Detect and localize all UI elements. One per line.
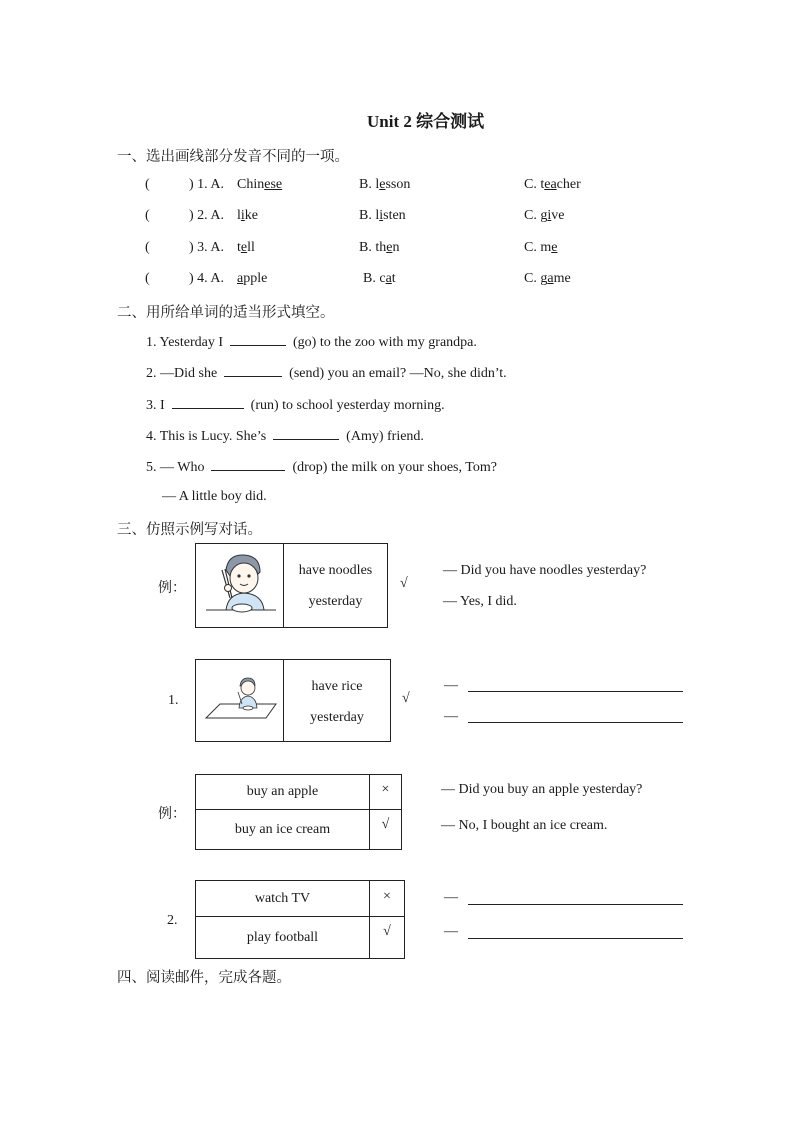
option-a-2 [237, 208, 258, 224]
q1-table [195, 659, 391, 742]
section4-heading: 四、阅读邮件，完成各题。 [117, 970, 291, 986]
fill-blank-item-2 [146, 364, 507, 382]
q2-answer-line2[interactable] [468, 938, 683, 939]
option-label: B. [363, 271, 376, 286]
paren-open[interactable]: ( [145, 271, 150, 286]
fill-blank-item-4 [146, 427, 424, 445]
answer-blank[interactable] [224, 364, 282, 377]
option-c-4 [524, 271, 571, 287]
q2-check: √ [383, 924, 391, 939]
option-label: C. [524, 177, 537, 192]
answer-paren-2 [145, 208, 150, 224]
word-part: ke [244, 208, 258, 223]
option-c-1 [524, 177, 581, 193]
q2-dash1: — [444, 890, 458, 905]
example2-question: — Did you buy an apple yesterday? [441, 782, 643, 797]
example1-line2: yesterday [308, 594, 363, 609]
option-label: C. [524, 208, 537, 223]
option-c-3 [524, 240, 557, 256]
sentence-before: 2. —Did she [146, 366, 218, 381]
section1-heading: 一、选出画线部分发音不同的一项。 [117, 149, 349, 165]
section2-heading: 二、用所给单词的适当形式填空。 [117, 305, 335, 321]
q2-cross: × [383, 889, 391, 904]
paren-close: ) [189, 271, 194, 286]
example1-table [195, 543, 388, 628]
answer-paren-3 [145, 240, 150, 256]
boy-eating-noodles-picture [204, 548, 278, 624]
sentence-after: (Amy) friend. [346, 429, 424, 444]
option-label: C. [524, 271, 537, 286]
option-label: B. [359, 208, 372, 223]
fill-blank-item-1 [146, 333, 477, 351]
paren-close: ) [189, 240, 194, 255]
word-part: sten [383, 208, 406, 223]
word-part: Chin [237, 177, 265, 192]
q2-row1: watch TV [254, 891, 311, 906]
q1-label: 1. [168, 693, 179, 708]
answer-blank[interactable] [211, 458, 285, 471]
answer-blank[interactable] [172, 396, 244, 409]
underlined-part: e [379, 177, 386, 192]
example2-row2: buy an ice cream [234, 822, 331, 837]
example2-row1: buy an apple [246, 784, 319, 799]
underlined-part: a [547, 271, 554, 286]
word-part: ll [247, 240, 255, 255]
example1-line1: have noodles [298, 563, 373, 578]
underlined-part: a [237, 271, 244, 286]
word-part: l [375, 177, 380, 192]
answer-paren-1 [145, 177, 150, 193]
sentence-after: (go) to the zoo with my grandpa. [293, 335, 477, 350]
underlined-part: a [385, 271, 392, 286]
option-label: C. [524, 240, 537, 255]
q2-answer-line1[interactable] [468, 904, 683, 905]
word-part: c [379, 271, 386, 286]
word-part: me [553, 271, 571, 286]
option-c-2 [524, 208, 564, 224]
sentence-before: 3. I [146, 398, 165, 413]
answer-blank[interactable] [230, 333, 286, 346]
paren-close: ) [189, 208, 194, 223]
example2-table [195, 774, 402, 850]
word-part: sson [385, 177, 411, 192]
sentence-before: 1. Yesterday I [146, 335, 223, 350]
word-part: t [391, 271, 396, 286]
q1-answer-line1[interactable] [468, 691, 683, 692]
example1-answer: — Yes, I did. [443, 594, 517, 609]
word-part: pple [243, 271, 268, 286]
page-title: Unit 2 综合测试 [367, 112, 485, 131]
sentence-after: (run) to school yesterday morning. [250, 398, 445, 413]
word-part: l [375, 208, 380, 223]
answer-blank[interactable] [273, 427, 339, 440]
option-a-4 [237, 271, 267, 287]
underlined-part: e [386, 240, 393, 255]
item-number-3 [189, 240, 224, 256]
word-part: l [237, 208, 241, 223]
example1-question: — Did you have noodles yesterday? [443, 563, 647, 578]
paren-close: ) [189, 177, 194, 192]
word-part: t [237, 240, 241, 255]
boy-eating-rice-picture [204, 672, 280, 728]
q1-line1: have rice [311, 679, 363, 694]
option-label: B. [359, 177, 372, 192]
q2-label: 2. [167, 913, 178, 928]
example2-answer: — No, I bought an ice cream. [441, 818, 608, 833]
word-part: g [540, 208, 548, 223]
option-a-3 [237, 240, 255, 256]
q1-line2: yesterday [310, 710, 364, 725]
item5-reply: — A little boy did. [162, 489, 267, 504]
item-number-2 [189, 208, 224, 224]
sentence-after: (send) you an email? —No, she didn’t. [289, 366, 507, 381]
q2-dash2: — [444, 924, 458, 939]
underlined-part: ea [544, 177, 557, 192]
item-number: 4. A. [197, 271, 225, 286]
section3-heading: 三、仿照示例写对话。 [117, 522, 262, 538]
option-label: B. [359, 240, 372, 255]
example1-label: 例： [158, 581, 186, 596]
example2-cross: × [381, 782, 390, 797]
q2-table [195, 880, 405, 959]
fill-blank-item-3 [146, 396, 445, 414]
item-number-4 [189, 271, 224, 287]
option-b-2 [359, 208, 406, 224]
q2-row2: play football [246, 930, 319, 945]
paren-open[interactable]: ( [145, 208, 150, 223]
sentence-after: (drop) the milk on your shoes, Tom? [292, 460, 497, 475]
underlined-part: i [547, 208, 552, 223]
paren-open[interactable]: ( [145, 240, 150, 255]
word-part: cher [556, 177, 581, 192]
word-part: g [540, 271, 548, 286]
word-part: ve [551, 208, 565, 223]
word-part: th [375, 240, 387, 255]
q1-check: √ [402, 691, 410, 706]
paren-open[interactable]: ( [145, 177, 150, 192]
underlined-part: i [240, 208, 245, 223]
sentence-before: 4. This is Lucy. She’s [146, 429, 267, 444]
word-part: n [392, 240, 400, 255]
q1-dash1: — [444, 678, 458, 693]
word-part: m [540, 240, 552, 255]
answer-paren-4 [145, 271, 150, 287]
fill-blank-item-5 [146, 458, 497, 476]
underlined-part: i [379, 208, 384, 223]
option-b-3 [359, 240, 399, 256]
example2-label: 例： [158, 807, 186, 822]
example1-check: √ [400, 576, 408, 591]
word-part: t [540, 177, 545, 192]
item-number: 1. A. [197, 177, 225, 192]
item-number: 2. A. [197, 208, 225, 223]
option-b-1 [359, 177, 410, 193]
q1-dash2: — [444, 709, 458, 724]
item-number-1 [189, 177, 224, 193]
sentence-before: 5. — Who [146, 460, 205, 475]
item-number: 3. A. [197, 240, 225, 255]
option-a-1 [237, 177, 282, 193]
q1-answer-line2[interactable] [468, 722, 683, 723]
example2-check: √ [381, 817, 390, 832]
underlined-part: e [551, 240, 558, 255]
underlined-part: e [240, 240, 248, 255]
option-b-4 [363, 271, 396, 287]
underlined-part: ese [264, 177, 283, 192]
